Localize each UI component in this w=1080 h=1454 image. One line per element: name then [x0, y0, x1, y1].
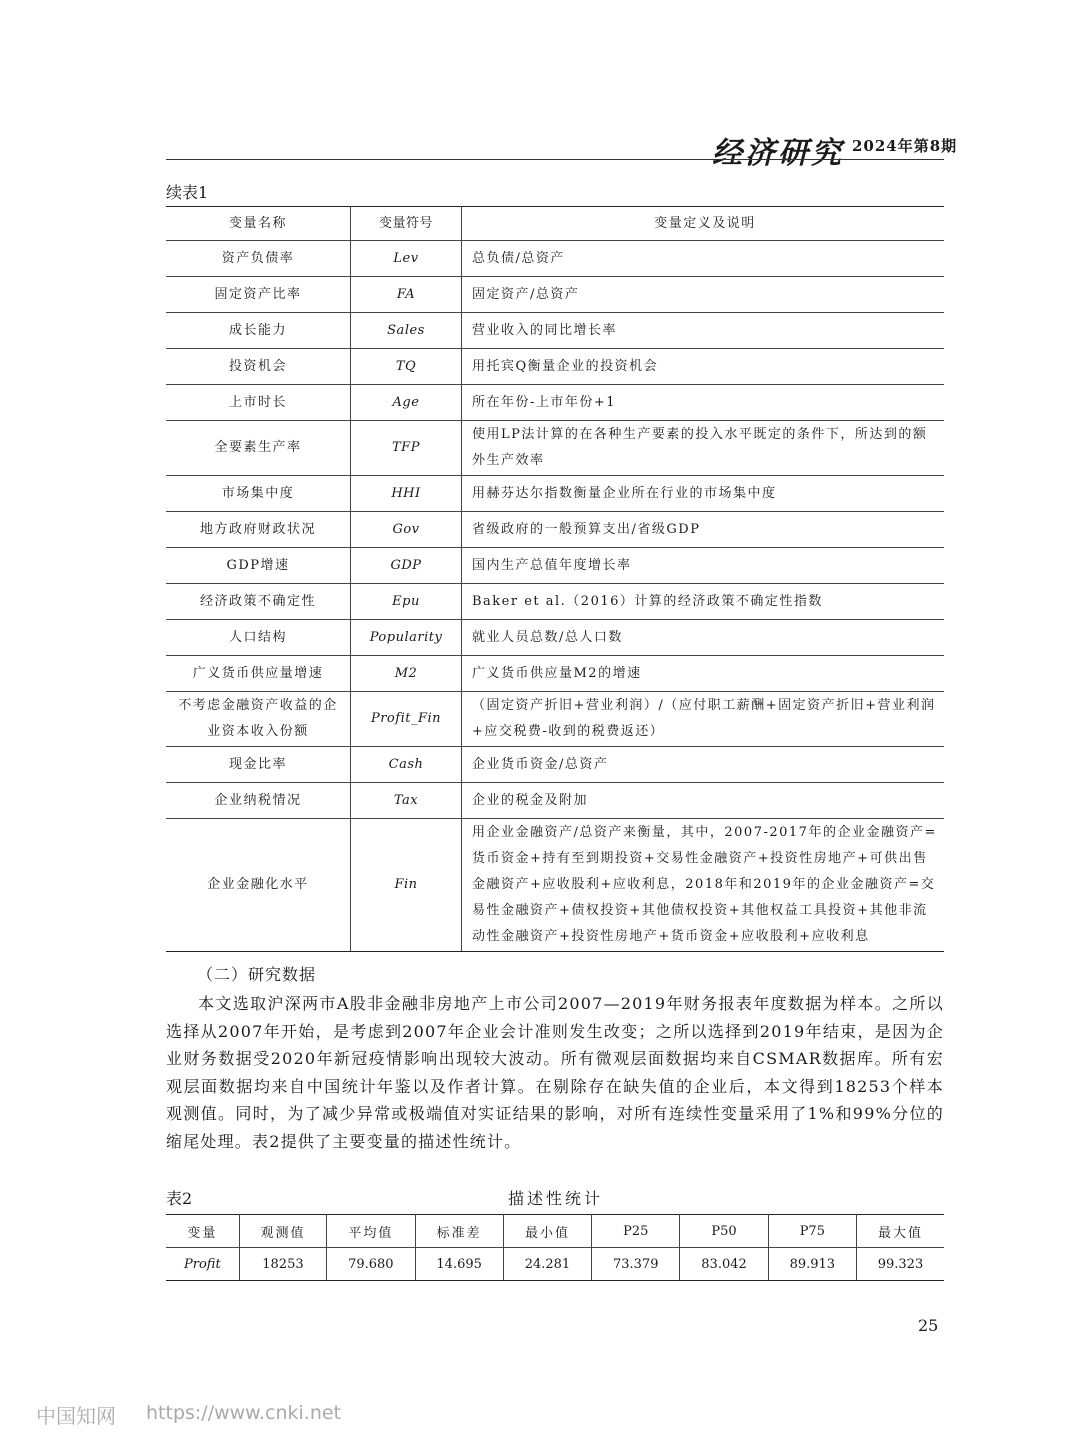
- var-name-cell: 企业金融化水平: [166, 819, 351, 952]
- var-symbol-cell: Sales: [351, 313, 462, 349]
- var-name-cell: 企业纳税情况: [166, 783, 351, 819]
- var-definition-cell: 就业人员总数/总人口数: [462, 620, 945, 656]
- var-definition-cell: 用托宾Q衡量企业的投资机会: [462, 349, 945, 385]
- var-symbol-cell: Lev: [351, 241, 462, 277]
- section-heading: （二）研究数据: [197, 965, 317, 984]
- var-definition-cell: 营业收入的同比增长率: [462, 313, 945, 349]
- var-symbol-cell: GDP: [351, 548, 462, 584]
- var-name-cell: GDP增速: [166, 548, 351, 584]
- var-symbol-cell: HHI: [351, 476, 462, 512]
- table-row: [166, 512, 944, 548]
- stats-header-cell: 最小值: [503, 1215, 591, 1248]
- var-symbol-cell: Tax: [351, 783, 462, 819]
- stats-header-cell: 变量: [166, 1215, 239, 1248]
- var-definition-cell: 省级政府的一般预算支出/省级GDP: [462, 512, 945, 548]
- var-name-cell: 广义货币供应量增速: [166, 656, 351, 692]
- var-name-cell: 成长能力: [166, 313, 351, 349]
- header-divider: [166, 159, 944, 160]
- cnki-url: https://www.cnki.net: [146, 1402, 342, 1424]
- var-symbol-cell: M2: [351, 656, 462, 692]
- var-definition-cell: 用企业金融资产/总资产来衡量，其中，2007-2017年的企业金融资产=货币资金+持有至到期投资+交易性金融资产+投资性房地产+可供出售金融资产+应收股利+应收利息，2018年和2019年的企业金融资产=交易性金融资产+债权投资+其他债权投资+其他权益工具投资+其他非流动性金融资产+投资性房地产+货币资金+应收股利+应收利息: [462, 819, 945, 952]
- var-definition-cell: 总负债/总资产: [462, 241, 945, 277]
- stats-value-cell: 83.042: [680, 1248, 768, 1281]
- stats-value-cell: 18253: [239, 1248, 327, 1281]
- var-name-cell: 不考虑金融资产收益的企业资本收入份额: [166, 692, 351, 747]
- var-symbol-cell: Fin: [351, 819, 462, 952]
- stats-header-cell: 平均值: [327, 1215, 415, 1248]
- table-row: [166, 747, 944, 783]
- var-definition-cell: 所在年份-上市年份+1: [462, 385, 945, 421]
- var-definition-cell: 企业货币资金/总资产: [462, 747, 945, 783]
- var-name-cell: 地方政府财政状况: [166, 512, 351, 548]
- stats-value-cell: 89.913: [768, 1248, 856, 1281]
- table-row: [166, 692, 944, 747]
- var-name-cell: 现金比率: [166, 747, 351, 783]
- stats-header-cell: P50: [680, 1215, 768, 1248]
- table-row: [166, 548, 944, 584]
- table2-data-row: [166, 1248, 944, 1281]
- header-var-definition: 变量定义及说明: [462, 207, 945, 241]
- table-row: [166, 313, 944, 349]
- var-name-cell: 人口结构: [166, 620, 351, 656]
- table2-title: 描述性统计: [508, 1189, 604, 1208]
- var-definition-cell: Baker et al.（2016）计算的经济政策不确定性指数: [462, 584, 945, 620]
- table-row: [166, 783, 944, 819]
- var-definition-cell: 企业的税金及附加: [462, 783, 945, 819]
- var-name-cell: 固定资产比率: [166, 277, 351, 313]
- table-row: [166, 656, 944, 692]
- var-definition-cell: 国内生产总值年度增长率: [462, 548, 945, 584]
- var-definition-cell: （固定资产折旧+营业利润）/（应付职工薪酬+固定资产折旧+营业利润+应交税费-收到的税费返还）: [462, 692, 945, 747]
- stats-value-cell: 24.281: [503, 1248, 591, 1281]
- var-definition-cell: 用赫芬达尔指数衡量企业所在行业的市场集中度: [462, 476, 945, 512]
- body-paragraph: 本文选取沪深两市A股非金融非房地产上市公司2007—2019年财务报表年度数据为样本。之所以选择从2007年开始，是考虑到2007年企业会计准则发生改变；之所以选择到2019年结束，是因为企业财务数据受2020年新冠疫情影响出现较大波动。所有微观层面数据均来自CSMAR数据库。所有宏观层面数据均来自中国统计年鉴以及作者计算。在剔除存在缺失值的企业后，本文得到18253个样本观测值。同时，为了减少异常或极端值对实证结果的影响，对所有连续性变量采用了1%和99%分位的缩尾处理。表2提供了主要变量的描述性统计。: [166, 994, 944, 1151]
- table-row: [166, 819, 944, 952]
- variable-definition-table: [166, 206, 944, 952]
- stats-header-cell: P25: [592, 1215, 680, 1248]
- stats-header-cell: 标准差: [415, 1215, 503, 1248]
- var-name-cell: 市场集中度: [166, 476, 351, 512]
- header-var-symbol: 变量符号: [351, 207, 462, 241]
- stats-header-cell: 最大值: [856, 1215, 944, 1248]
- stats-header-cell: 观测值: [239, 1215, 327, 1248]
- var-definition-cell: 广义货币供应量M2的增速: [462, 656, 945, 692]
- stats-value-cell: Profit: [166, 1248, 239, 1281]
- var-symbol-cell: TQ: [351, 349, 462, 385]
- var-name-cell: 全要素生产率: [166, 421, 351, 476]
- table2-label: 表2: [166, 1189, 193, 1208]
- var-name-cell: 资产负债率: [166, 241, 351, 277]
- descriptive-stats-table: [166, 1214, 944, 1281]
- var-symbol-cell: Popularity: [351, 620, 462, 656]
- var-symbol-cell: Age: [351, 385, 462, 421]
- var-symbol-cell: Profit_Fin: [351, 692, 462, 747]
- var-name-cell: 经济政策不确定性: [166, 584, 351, 620]
- var-definition-cell: 固定资产/总资产: [462, 277, 945, 313]
- table1-header-row: [166, 207, 944, 241]
- table-row: [166, 277, 944, 313]
- table-row: [166, 584, 944, 620]
- issue-label: 2024年第8期: [852, 137, 958, 155]
- cnki-brand: 中国知网: [36, 1404, 116, 1428]
- journal-title: 经济研究: [712, 136, 844, 171]
- var-name-cell: 上市时长: [166, 385, 351, 421]
- table2-header-row: [166, 1215, 944, 1248]
- var-symbol-cell: Epu: [351, 584, 462, 620]
- table-row: [166, 385, 944, 421]
- stats-value-cell: 14.695: [415, 1248, 503, 1281]
- var-symbol-cell: TFP: [351, 421, 462, 476]
- var-symbol-cell: Cash: [351, 747, 462, 783]
- stats-value-cell: 79.680: [327, 1248, 415, 1281]
- stats-value-cell: 73.379: [592, 1248, 680, 1281]
- page-number: 25: [918, 1316, 939, 1335]
- table-row: [166, 241, 944, 277]
- var-definition-cell: 使用LP法计算的在各种生产要素的投入水平既定的条件下，所达到的额外生产效率: [462, 421, 945, 476]
- var-symbol-cell: FA: [351, 277, 462, 313]
- table1-caption: 续表1: [166, 183, 209, 202]
- var-name-cell: 投资机会: [166, 349, 351, 385]
- header-var-name: 变量名称: [166, 207, 351, 241]
- table-row: [166, 421, 944, 476]
- stats-value-cell: 99.323: [856, 1248, 944, 1281]
- table-row: [166, 349, 944, 385]
- table-row: [166, 620, 944, 656]
- stats-header-cell: P75: [768, 1215, 856, 1248]
- var-symbol-cell: Gov: [351, 512, 462, 548]
- table-row: [166, 476, 944, 512]
